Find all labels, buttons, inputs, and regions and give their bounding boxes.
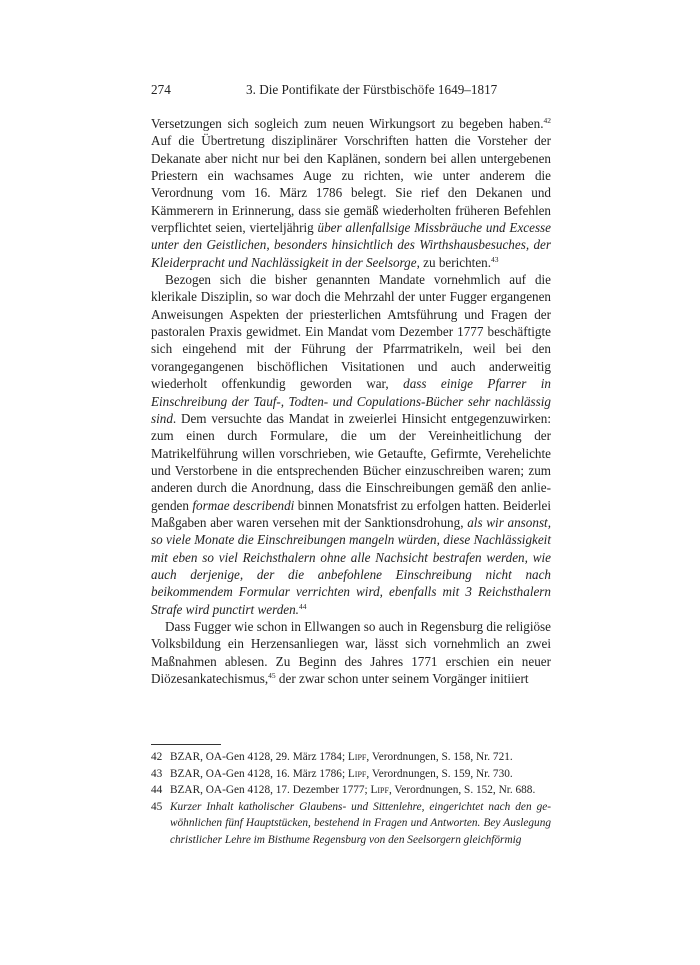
footnote-42: [151, 749, 551, 766]
footnote-text: [170, 749, 551, 766]
paragraph-3: [151, 618, 551, 687]
footnote-43: [151, 766, 551, 783]
footnote-citation: , Verordnungen, S. 159, Nr. 730.: [366, 767, 513, 780]
footnote-ref-43[interactable]: 43: [491, 254, 499, 264]
quoted-source-text: als wir ansonst, so viele Monate die Einschreibungen mangeln würden, diese Nachlässigkeit mit eben so viel Reichsthalern ohne alle Nachsicht bestrafen werden, wie auch derjenige, der die anbefohlene Einschreibung nicht nach beikommendem Formular verrichten wird, ebenfalls mit 3 Reichsthalern Strafe wird punctirt werden.: [151, 514, 551, 617]
footnote-citation: BZAR, OA-Gen 4128, 16. März 1786;: [170, 767, 348, 780]
quoted-source-text: über allenfallsige Missbräuche und Excesse unter den Geistlichen, besonders hinsichtlich des Wirthshausbesuches, der Kleiderpracht und Nachlässigkeit in der Seelsorge: [151, 220, 552, 270]
text-run: , zu berichten.: [416, 254, 492, 270]
footnote-citation: BZAR, OA-Gen 4128, 29. März 1784;: [170, 751, 348, 763]
footnote-45: [151, 799, 551, 849]
author-name: Lipf: [370, 784, 389, 797]
footnote-ref-42[interactable]: 42: [543, 116, 551, 125]
footnote-number: 44: [151, 784, 163, 797]
author-name: Lipf: [347, 751, 367, 763]
footnote-citation: , Verordnungen, S. 158, Nr. 721.: [366, 751, 513, 763]
book-title: Kurzer Inhalt katholischer Glaubens- und Sittenlehre, eingerichtet nach den gewöhnlichen fünf Hauptstücken, bestehend in Fragen und Antworten. Bey Auslegung christlicher Lehre im Bisthume Regensburg von den Seelsorgern gleichförmig: [170, 800, 551, 846]
footnote-citation: BZAR, OA-Gen 4128, 17. Dezember 1777;: [170, 784, 371, 797]
footnote-citation: , Verordnungen, S. 152, Nr. 688.: [388, 784, 536, 797]
footnote-separator: [151, 744, 221, 745]
text-run: . Dem versuchte das Mandat in zweierlei Hinsicht entgegenzuwirken: zum einen durch Formulare, die um der Vereinheitlichung der Matrikelführung willen vorschrieben, wie Getaufte, Gefirmte, Verehelichte und Verstorbene in die entsprechenden Bücher einzuschreiben waren; zum anderen durch die Anordnung, dass die Einschreibungen gemäß den anliegenden: [151, 410, 551, 513]
footnote-number: 42: [151, 751, 163, 763]
text-run: Auf die Übertretung disziplinärer Vorschriften hatten die Vorsteher der Dekanate aber nicht nur bei den Kaplänen, sondern bei allen untergebenen Priestern ein wachsames Auge zu richten, wie unter anderem die Verordnung vom 16. März 1786 belegt. Sie rief den Dekanen und Kämmerern in Erinnerung, dass sie gemäß wiederholten früheren Befehlen verpflichtet seien, vierteljährig: [151, 133, 551, 236]
quoted-source-text: dass einige Pfarrer in Einschreibung der Tauf-, Todten- und Copulations-Bücher sehr nachlässig sind: [151, 376, 551, 426]
latin-term: formae describendi: [192, 497, 295, 513]
footnote-ref-45[interactable]: 45: [268, 671, 276, 680]
footnote-text: [170, 799, 551, 849]
paragraph-1: [151, 115, 551, 271]
paragraph-2: [151, 271, 551, 618]
running-head: 3. Die Pontifikate der Fürstbischöfe 1649–1817: [246, 82, 498, 97]
page-number: 274: [151, 82, 171, 97]
text-run: Versetzungen sich sogleich zum neuen Wirkungsort zu begeben haben.: [151, 116, 544, 131]
footnote-number: 43: [151, 767, 163, 780]
footnotes: [151, 749, 551, 849]
text-run: Bezogen sich die bisher genannten Mandate vornehmlich auf die klerikale Disziplin, so war doch die Mehrzahl der unter Fugger ergangenen Anweisungen Aspekten der priesterlichen Amtsführung und Fragen der pastoralen Praxis gewidmet. Ein Mandat vom Dezember 1777 beschäftigte sich eingehend mit der Führung der Pfarrmatrikeln, weil bei den vorangegangenen bischöflichen Visitationen und auch anderweitig wiederholt offenkundig geworden war,: [151, 272, 551, 392]
text-run: Dass Fugger wie schon in Ellwangen so auch in Regensburg die religiöse Volksbildung ein Herzensanliegen war, lässt sich vornehmlich an zwei Maßnahmen ablesen. Zu Beginn des Jahres 1771 erschien ein neuer Diözesankatechismus,: [151, 618, 551, 686]
footnote-ref-44[interactable]: 44: [298, 601, 307, 611]
author-name: Lipf: [347, 767, 367, 780]
footnote-text: [170, 766, 551, 783]
text-run: der zwar schon unter seinem Vorgänger initiiert: [275, 671, 529, 686]
footnote-number: 45: [151, 800, 163, 813]
text-run: binnen Monatsfrist zu erfolgen hatten. Beiderlei Maßgaben aber waren versehen mit der Sanktionsdrohung,: [151, 497, 551, 530]
main-text: [151, 115, 551, 687]
footnote-text: [170, 782, 551, 799]
footnote-44: [151, 782, 551, 799]
